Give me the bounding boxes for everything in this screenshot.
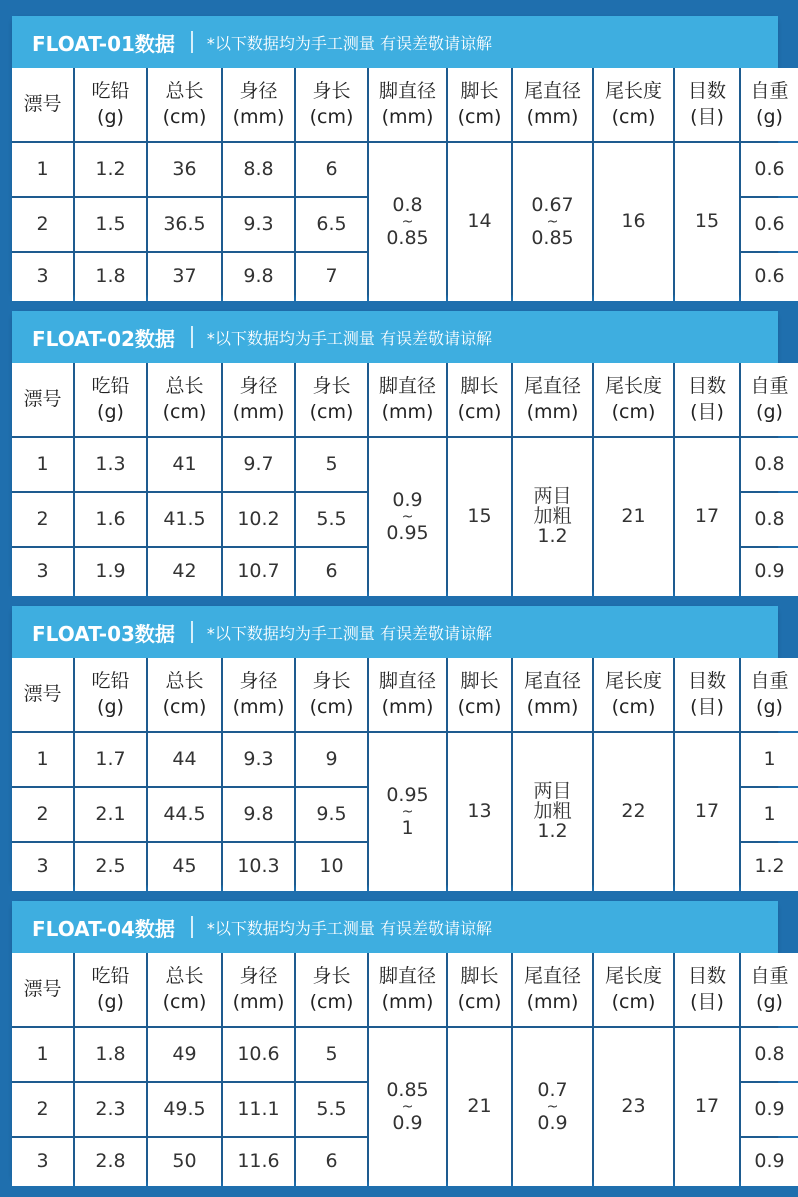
float-02-panel [12,311,789,590]
header-foot-length: 脚长 (cm) [448,658,511,731]
cell-float-no: 1 [12,1028,73,1081]
header-tail-length: 尾长度 (cm) [594,68,673,141]
cell-lead: 2.8 [75,1138,146,1186]
cell-lead: 1.8 [75,253,146,301]
header-float-no: 漂号 [12,363,73,436]
cell-total-length: 36.5 [148,198,221,251]
cell-foot-length: 13 [448,733,511,891]
header-self-weight: 自重 (g) [741,953,798,1026]
header-tail-diameter: 尾直径 (mm) [513,68,592,141]
header-foot-diameter: 脚直径 (mm) [369,658,446,731]
cell-foot-diameter: 0.85 ~ 0.9 [369,1028,446,1186]
cell-total-length: 45 [148,843,221,891]
header-tail-diameter: 尾直径 (mm) [513,658,592,731]
cell-self-weight: 1 [741,788,798,841]
measurement-note: *以下数据均为手工测量 有误差敬请谅解 [206,33,493,53]
measurement-note: *以下数据均为手工测量 有误差敬请谅解 [206,328,493,348]
header-tail-diameter: 尾直径 (mm) [513,363,592,436]
header-total-length: 总长 (cm) [148,363,221,436]
measurement-note: *以下数据均为手工测量 有误差敬请谅解 [206,623,493,643]
header-divider [191,326,193,348]
header-divider [191,621,193,643]
cell-body-diameter: 10.7 [223,548,294,596]
header-body-length: 身长 (cm) [296,953,367,1026]
cell-float-no: 2 [12,788,73,841]
cell-body-diameter: 9.3 [223,198,294,251]
cell-lead: 1.9 [75,548,146,596]
cell-tail-diameter: 0.7 ~ 0.9 [513,1028,592,1186]
cell-self-weight: 0.9 [741,1083,798,1136]
cell-foot-length: 14 [448,143,511,301]
cell-total-length: 42 [148,548,221,596]
cell-self-weight: 1.2 [741,843,798,891]
header-self-weight: 自重 (g) [741,658,798,731]
cell-self-weight: 0.6 [741,198,798,251]
cell-eyes: 15 [675,143,739,301]
panel-header [12,606,778,658]
cell-eyes: 17 [675,733,739,891]
header-body-length: 身长 (cm) [296,363,367,436]
header-lead: 吃铅 (g) [75,658,146,731]
series-title: FLOAT-01数据 [32,31,175,56]
cell-total-length: 49 [148,1028,221,1081]
cell-body-diameter: 11.6 [223,1138,294,1186]
header-tail-diameter: 尾直径 (mm) [513,953,592,1026]
cell-tail-length: 22 [594,733,673,891]
header-body-length: 身长 (cm) [296,68,367,141]
cell-body-diameter: 8.8 [223,143,294,196]
header-self-weight: 自重 (g) [741,68,798,141]
header-eyes: 目数 (目) [675,658,739,731]
cell-foot-diameter: 0.8 ~ 0.85 [369,143,446,301]
cell-body-length: 10 [296,843,367,891]
cell-self-weight: 0.9 [741,1138,798,1186]
header-foot-length: 脚长 (cm) [448,363,511,436]
header-foot-diameter: 脚直径 (mm) [369,363,446,436]
header-lead: 吃铅 (g) [75,953,146,1026]
cell-body-diameter: 9.8 [223,253,294,301]
cell-lead: 1.7 [75,733,146,786]
spec-table [12,953,789,1180]
cell-body-diameter: 9.7 [223,438,294,491]
cell-float-no: 3 [12,1138,73,1186]
cell-body-length: 5.5 [296,1083,367,1136]
cell-body-length: 6 [296,1138,367,1186]
cell-float-no: 3 [12,253,73,301]
header-divider [191,31,193,53]
cell-foot-length: 21 [448,1028,511,1186]
cell-total-length: 49.5 [148,1083,221,1136]
cell-foot-diameter: 0.9 ~ 0.95 [369,438,446,596]
cell-float-no: 1 [12,438,73,491]
header-body-diameter: 身径 (mm) [223,68,294,141]
cell-total-length: 37 [148,253,221,301]
header-foot-diameter: 脚直径 (mm) [369,68,446,141]
spec-table [12,658,789,885]
cell-body-diameter: 10.2 [223,493,294,546]
cell-foot-diameter: 0.95 ~ 1 [369,733,446,891]
series-title: FLOAT-03数据 [32,621,175,646]
cell-body-length: 6 [296,548,367,596]
header-body-length: 身长 (cm) [296,658,367,731]
cell-float-no: 2 [12,1083,73,1136]
cell-float-no: 1 [12,733,73,786]
header-eyes: 目数 (目) [675,363,739,436]
header-tail-length: 尾长度 (cm) [594,658,673,731]
cell-lead: 2.5 [75,843,146,891]
panel-header [12,901,778,953]
cell-tail-length: 23 [594,1028,673,1186]
cell-body-diameter: 9.3 [223,733,294,786]
cell-self-weight: 1 [741,733,798,786]
header-self-weight: 自重 (g) [741,363,798,436]
cell-body-length: 6 [296,143,367,196]
cell-total-length: 44.5 [148,788,221,841]
cell-lead: 2.3 [75,1083,146,1136]
measurement-note: *以下数据均为手工测量 有误差敬请谅解 [206,918,493,938]
cell-lead: 2.1 [75,788,146,841]
float-04-panel [12,901,789,1180]
cell-tail-diameter: 两目 加粗 1.2 [513,733,592,891]
header-float-no: 漂号 [12,68,73,141]
cell-self-weight: 0.8 [741,493,798,546]
header-lead: 吃铅 (g) [75,363,146,436]
header-divider [191,916,193,938]
panel-header [12,311,778,363]
cell-self-weight: 0.8 [741,438,798,491]
cell-body-diameter: 10.6 [223,1028,294,1081]
cell-total-length: 36 [148,143,221,196]
cell-lead: 1.3 [75,438,146,491]
cell-float-no: 2 [12,493,73,546]
cell-body-length: 6.5 [296,198,367,251]
cell-self-weight: 0.9 [741,548,798,596]
header-lead: 吃铅 (g) [75,68,146,141]
cell-body-diameter: 10.3 [223,843,294,891]
cell-body-diameter: 11.1 [223,1083,294,1136]
cell-body-length: 7 [296,253,367,301]
header-tail-length: 尾长度 (cm) [594,363,673,436]
cell-eyes: 17 [675,1028,739,1186]
header-total-length: 总长 (cm) [148,658,221,731]
cell-lead: 1.6 [75,493,146,546]
cell-lead: 1.8 [75,1028,146,1081]
cell-float-no: 2 [12,198,73,251]
cell-body-diameter: 9.8 [223,788,294,841]
cell-foot-length: 15 [448,438,511,596]
cell-float-no: 3 [12,843,73,891]
cell-lead: 1.5 [75,198,146,251]
header-tail-length: 尾长度 (cm) [594,953,673,1026]
header-foot-length: 脚长 (cm) [448,953,511,1026]
float-01-panel [12,16,789,295]
header-total-length: 总长 (cm) [148,953,221,1026]
header-body-diameter: 身径 (mm) [223,363,294,436]
cell-body-length: 5.5 [296,493,367,546]
header-body-diameter: 身径 (mm) [223,658,294,731]
float-03-panel [12,606,789,885]
cell-float-no: 3 [12,548,73,596]
cell-body-length: 9 [296,733,367,786]
cell-tail-diameter: 0.67 ~ 0.85 [513,143,592,301]
header-float-no: 漂号 [12,953,73,1026]
header-eyes: 目数 (目) [675,953,739,1026]
header-float-no: 漂号 [12,658,73,731]
cell-body-length: 5 [296,1028,367,1081]
cell-body-length: 5 [296,438,367,491]
cell-float-no: 1 [12,143,73,196]
cell-body-length: 9.5 [296,788,367,841]
spec-table [12,363,789,590]
cell-lead: 1.2 [75,143,146,196]
cell-total-length: 44 [148,733,221,786]
cell-eyes: 17 [675,438,739,596]
cell-tail-diameter: 两目 加粗 1.2 [513,438,592,596]
panel-header [12,16,778,68]
cell-total-length: 41 [148,438,221,491]
series-title: FLOAT-02数据 [32,326,175,351]
header-foot-diameter: 脚直径 (mm) [369,953,446,1026]
cell-self-weight: 0.6 [741,143,798,196]
series-title: FLOAT-04数据 [32,916,175,941]
cell-self-weight: 0.6 [741,253,798,301]
cell-self-weight: 0.8 [741,1028,798,1081]
cell-total-length: 50 [148,1138,221,1186]
cell-tail-length: 16 [594,143,673,301]
header-eyes: 目数 (目) [675,68,739,141]
header-body-diameter: 身径 (mm) [223,953,294,1026]
spec-table [12,68,789,295]
cell-tail-length: 21 [594,438,673,596]
header-total-length: 总长 (cm) [148,68,221,141]
header-foot-length: 脚长 (cm) [448,68,511,141]
cell-total-length: 41.5 [148,493,221,546]
